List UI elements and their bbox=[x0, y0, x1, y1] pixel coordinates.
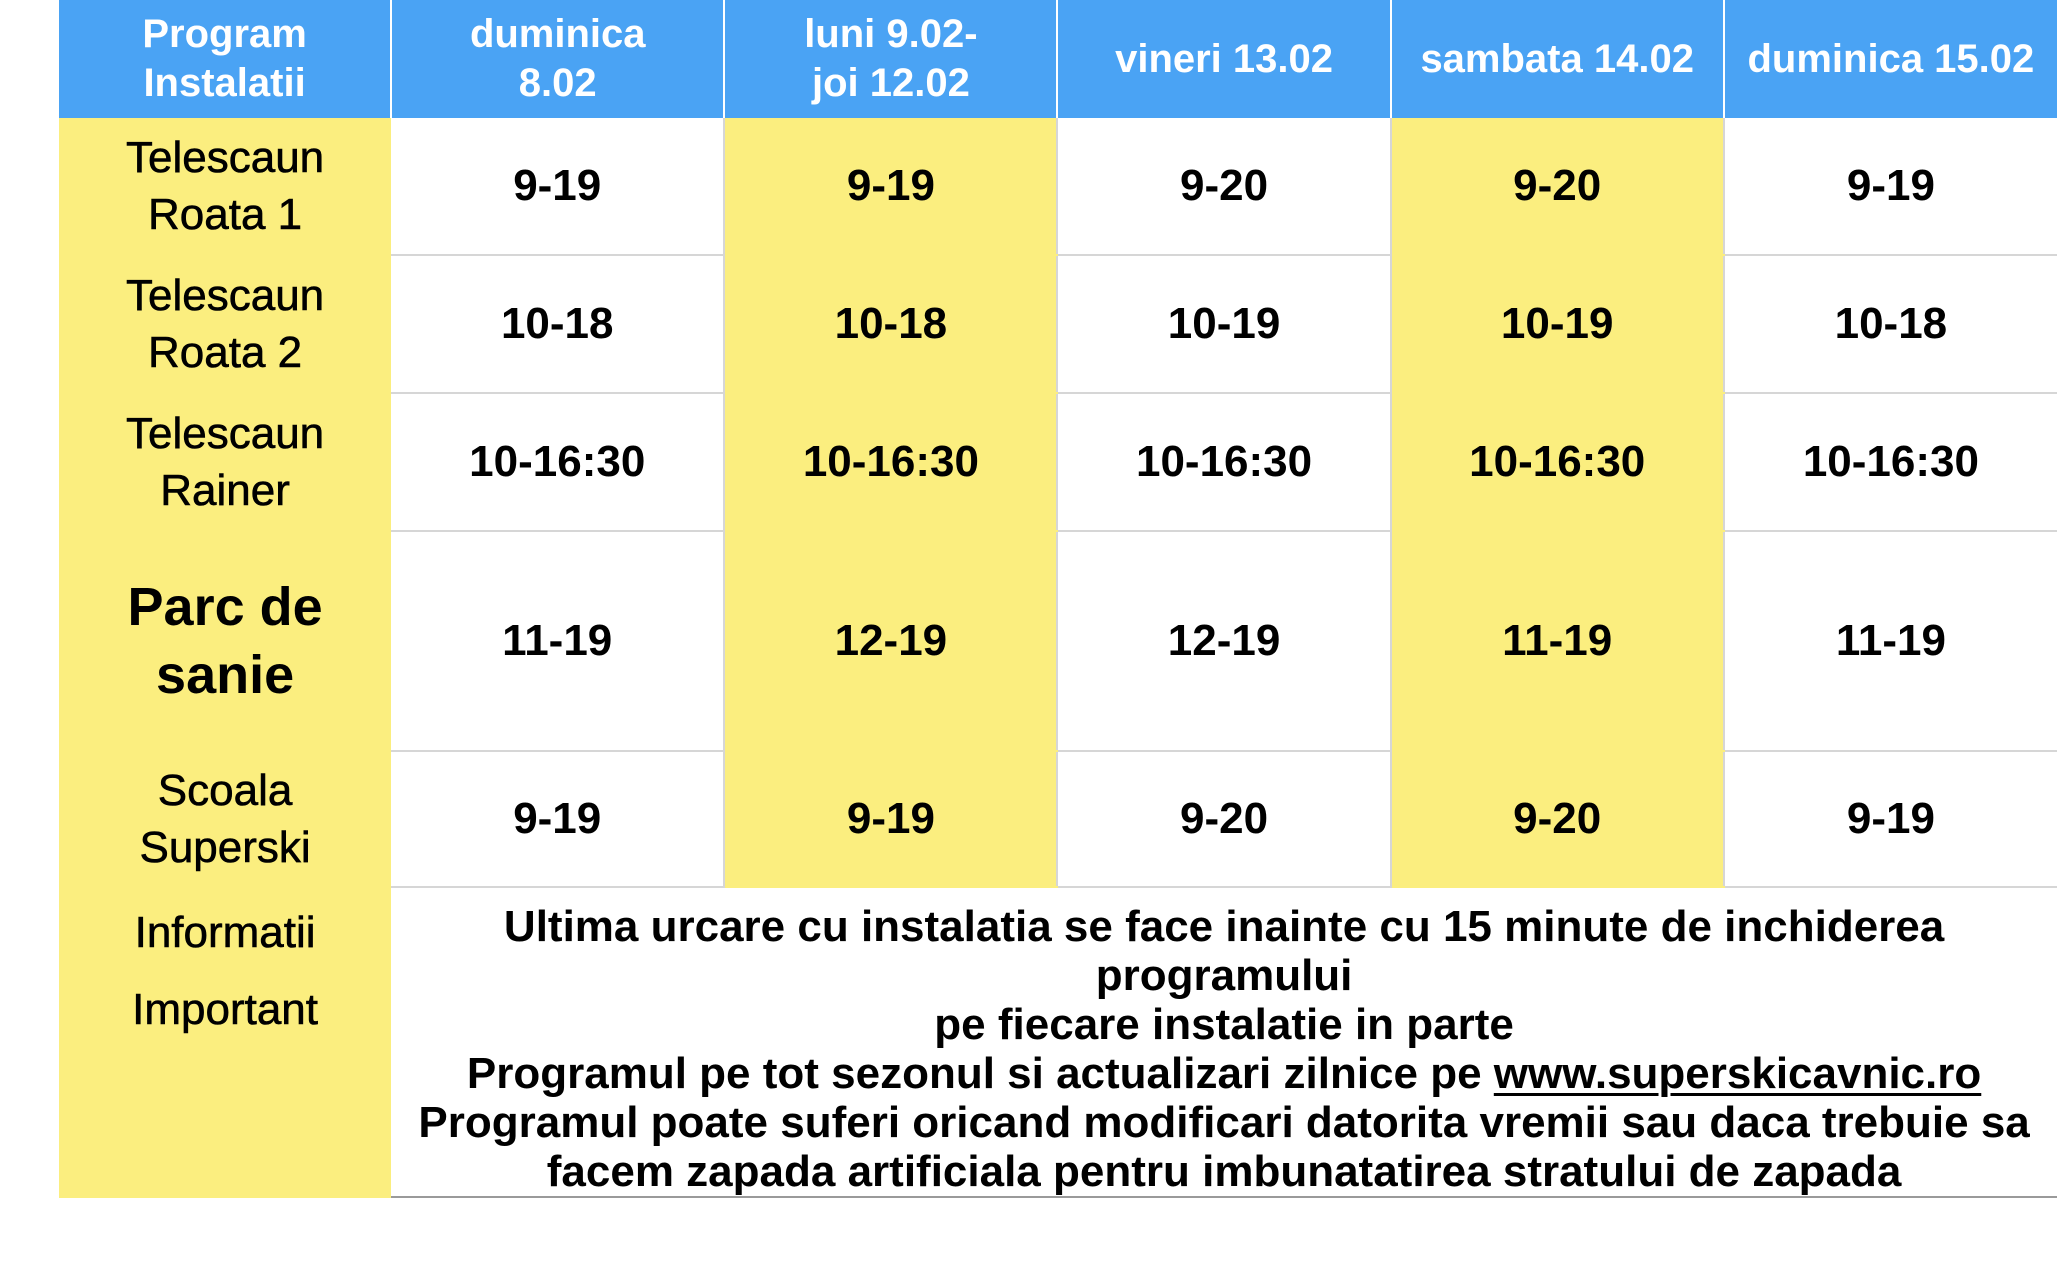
note-line-with-link bbox=[391, 1049, 2057, 1098]
time-cell: 10-18 bbox=[1724, 255, 2057, 393]
time-cell: 10-19 bbox=[1057, 255, 1390, 393]
time-cell: 9-20 bbox=[1391, 118, 1724, 255]
header-day-1 bbox=[391, 0, 724, 118]
row-label-line2: sanie bbox=[156, 645, 295, 705]
header-day-2-label: luni 9.02- joi 12.02 bbox=[804, 12, 978, 105]
time-cell: 9-19 bbox=[1724, 751, 2057, 887]
header-day-4-label: sambata 14.02 bbox=[1420, 36, 1694, 81]
table-row-telescaun-roata-1 bbox=[59, 118, 2057, 255]
info-label-line1: Informatii bbox=[134, 908, 316, 957]
row-label-line1: Telescaun bbox=[126, 271, 325, 320]
row-label-line2: Superski bbox=[139, 823, 311, 872]
row-label bbox=[59, 531, 391, 751]
time-cell: 10-16:30 bbox=[1391, 393, 1724, 531]
row-label bbox=[59, 118, 391, 255]
header-day-1-label: duminica 8.02 bbox=[469, 12, 646, 105]
time-cell: 11-19 bbox=[391, 531, 724, 751]
time-cell: 9-20 bbox=[1057, 751, 1390, 887]
time-cell: 12-19 bbox=[1057, 531, 1390, 751]
table-row-info bbox=[59, 887, 2057, 1197]
time-cell: 9-20 bbox=[1391, 751, 1724, 887]
time-cell: 9-19 bbox=[1724, 118, 2057, 255]
time-cell: 9-20 bbox=[1057, 118, 1390, 255]
header-day-3 bbox=[1057, 0, 1390, 118]
row-label-line1: Scoala bbox=[157, 766, 293, 815]
note-line: pe fiecare instalatie in parte bbox=[934, 1000, 1514, 1049]
time-cell: 12-19 bbox=[724, 531, 1057, 751]
time-cell: 9-19 bbox=[391, 118, 724, 255]
note-text: Programul pe tot sezonul si actualizari zilnice pe bbox=[466, 1049, 1494, 1098]
table-row-telescaun-rainer bbox=[59, 393, 2057, 531]
row-label-line1: Telescaun bbox=[126, 409, 325, 458]
table-row-scoala-superski bbox=[59, 751, 2057, 887]
time-cell: 9-19 bbox=[391, 751, 724, 887]
time-cell: 10-16:30 bbox=[391, 393, 724, 531]
header-corner-label: Program Instalatii bbox=[142, 12, 307, 105]
header-corner bbox=[59, 0, 391, 118]
header-row bbox=[59, 0, 2057, 118]
table-row-telescaun-roata-2 bbox=[59, 255, 2057, 393]
row-label-line1: Telescaun bbox=[126, 133, 325, 182]
time-cell: 10-18 bbox=[724, 255, 1057, 393]
info-label-line2: Important bbox=[132, 985, 319, 1034]
time-cell: 10-16:30 bbox=[1724, 393, 2057, 531]
time-cell: 10-16:30 bbox=[724, 393, 1057, 531]
row-label-line2: Roata 2 bbox=[148, 328, 303, 377]
row-label-line2: Rainer bbox=[160, 466, 290, 515]
note-line: Programul poate suferi oricand modificari datorita vremii sau daca trebuie sa bbox=[418, 1098, 2030, 1147]
time-cell: 10-19 bbox=[1391, 255, 1724, 393]
time-cell: 11-19 bbox=[1391, 531, 1724, 751]
header-day-5 bbox=[1724, 0, 2057, 118]
row-label-line2: Roata 1 bbox=[148, 190, 303, 239]
time-cell: 10-18 bbox=[391, 255, 724, 393]
website-link[interactable]: www.superskicavnic.ro bbox=[1493, 1049, 1982, 1098]
time-cell: 9-19 bbox=[724, 751, 1057, 887]
table-row-parc-de-sanie bbox=[59, 531, 2057, 751]
header-day-3-label: vineri 13.02 bbox=[1115, 36, 1334, 81]
row-label-line1: Parc de bbox=[127, 577, 323, 637]
header-day-5-label: duminica 15.02 bbox=[1747, 36, 2035, 81]
header-day-4 bbox=[1391, 0, 1724, 118]
header-day-2 bbox=[724, 0, 1057, 118]
time-cell: 10-16:30 bbox=[1057, 393, 1390, 531]
time-cell: 9-19 bbox=[724, 118, 1057, 255]
note-line: Ultima urcare cu instalatia se face inainte cu 15 minute de inchiderea programului bbox=[503, 902, 1945, 1000]
row-label bbox=[59, 393, 391, 531]
schedule-table bbox=[59, 0, 2057, 1198]
note-line: facem zapada artificiala pentru imbunatatirea stratului de zapada bbox=[546, 1147, 1902, 1196]
row-label bbox=[59, 751, 391, 887]
time-cell: 11-19 bbox=[1724, 531, 2057, 751]
info-notes bbox=[391, 887, 2057, 1197]
info-label bbox=[59, 887, 391, 1197]
row-label bbox=[59, 255, 391, 393]
